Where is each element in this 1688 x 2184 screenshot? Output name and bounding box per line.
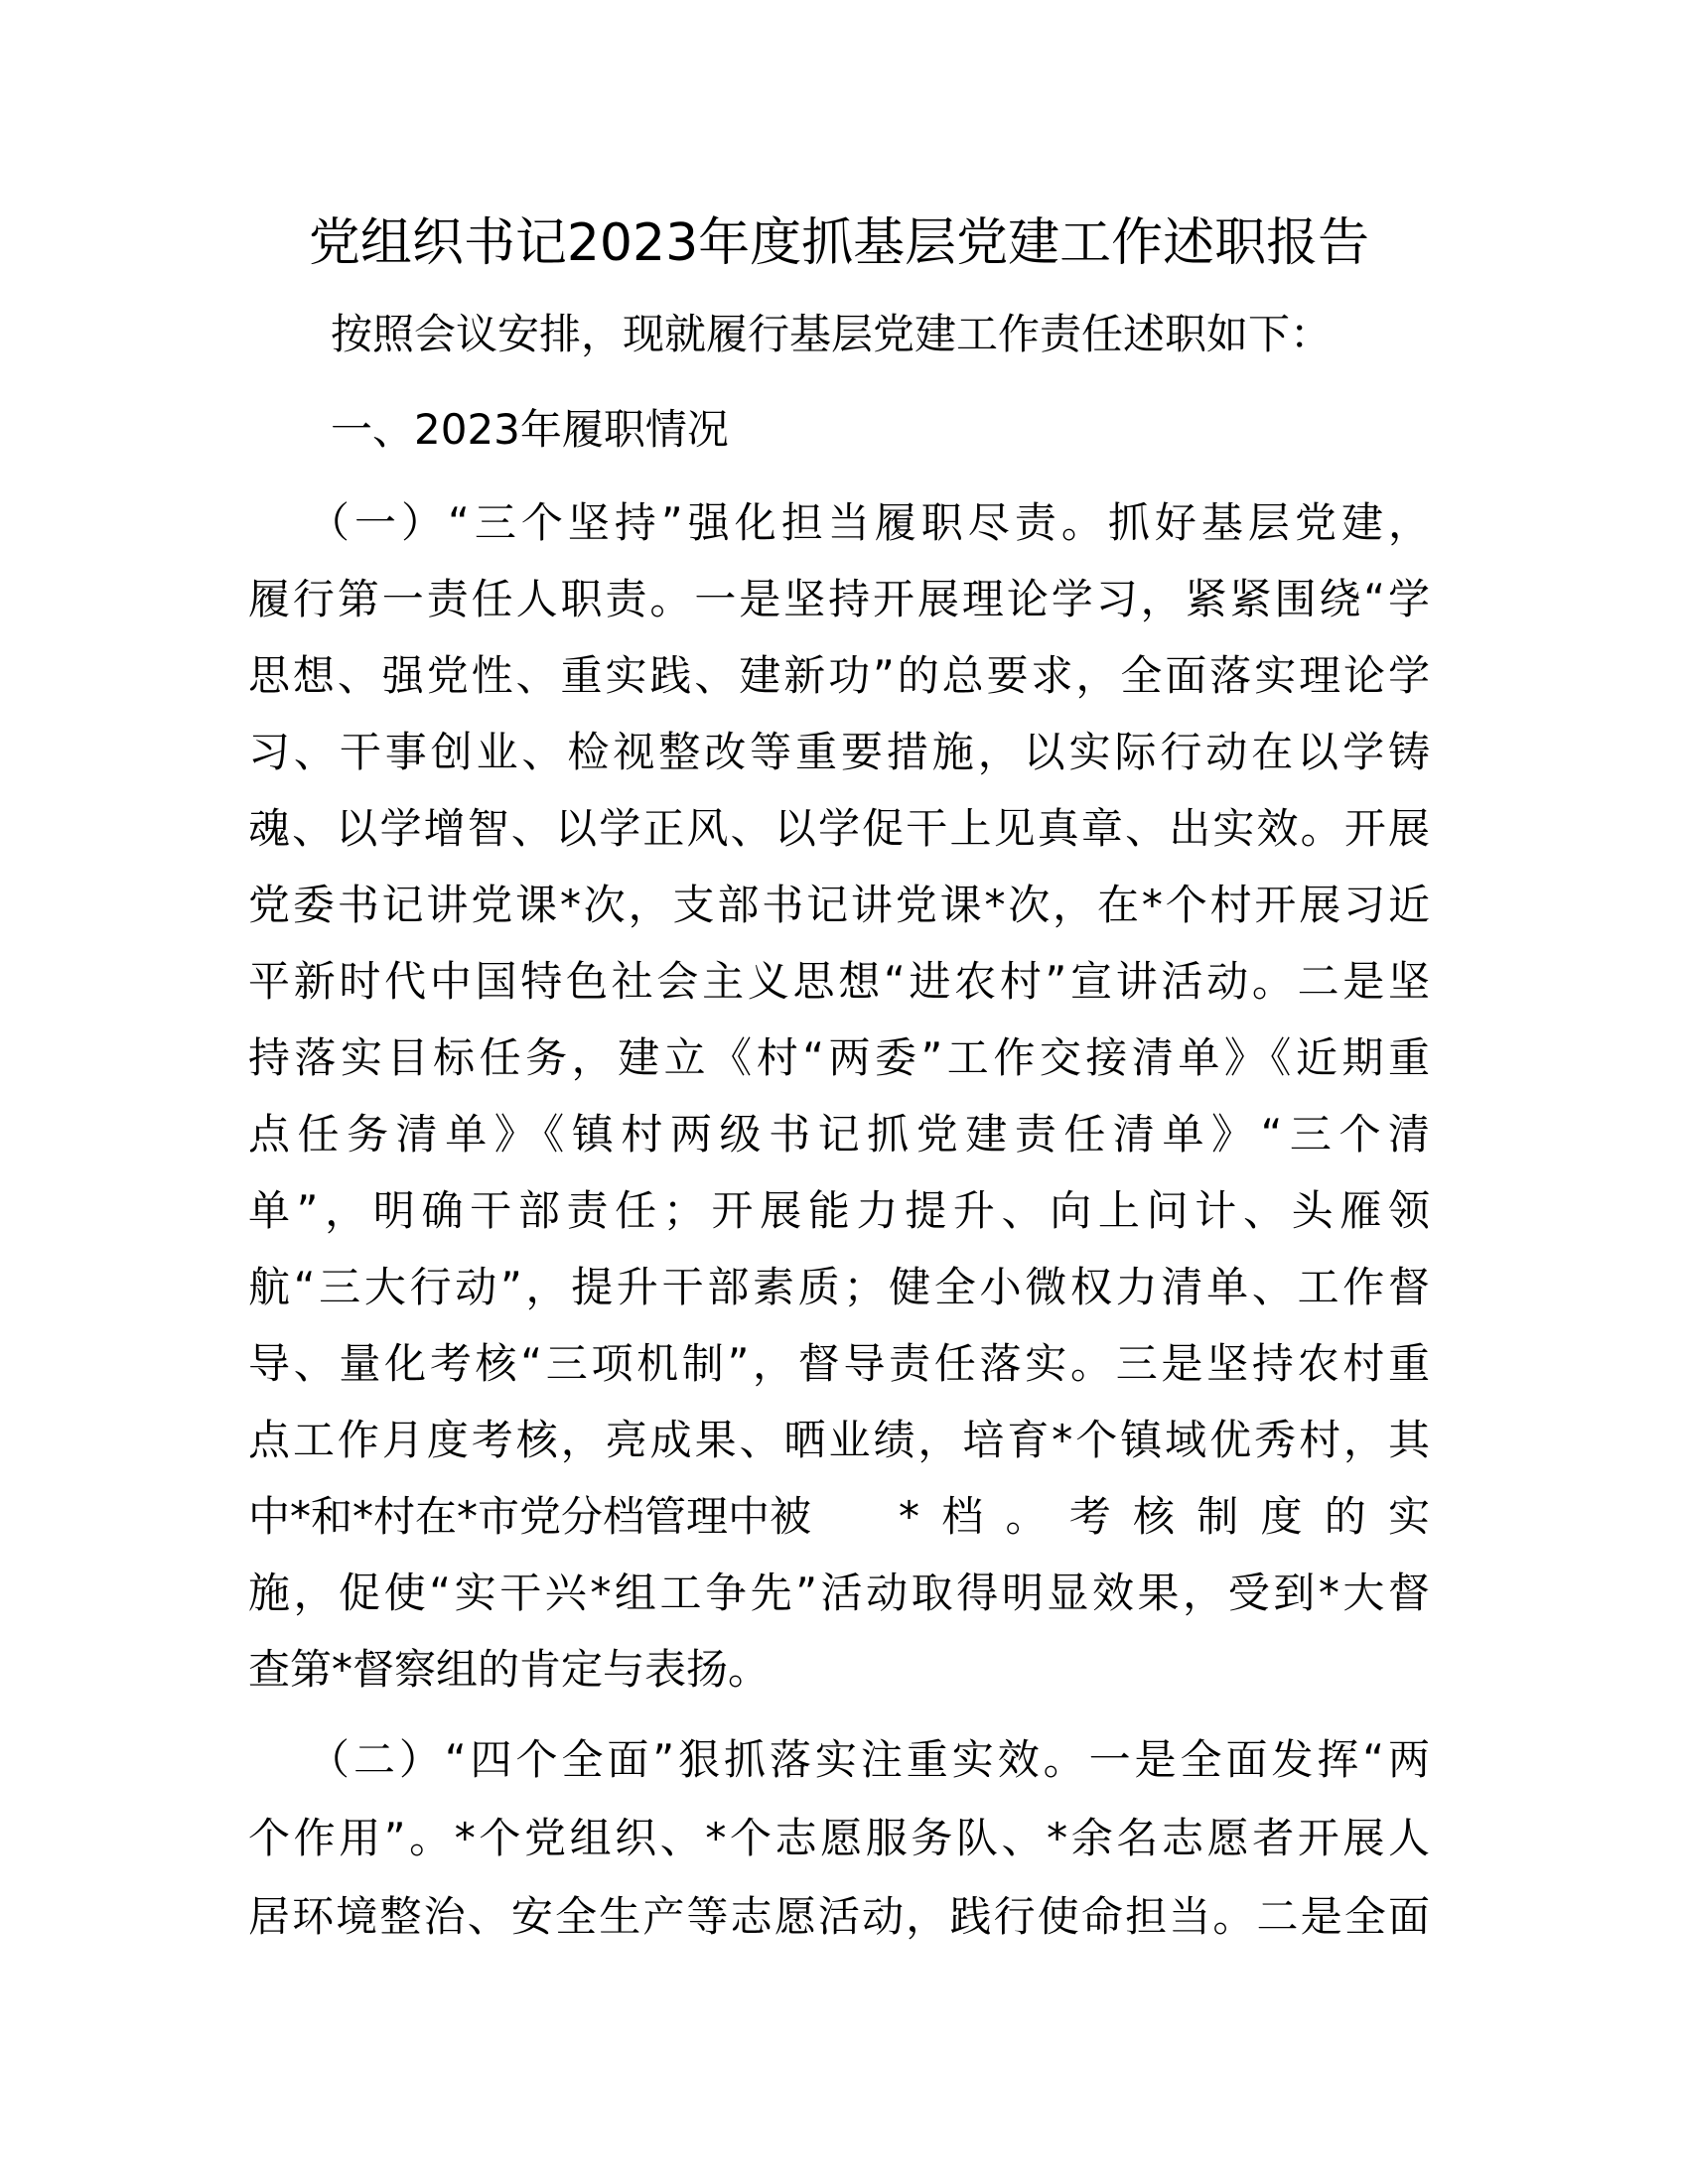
section-heading: [248, 391, 1430, 468]
text-line: 施，促使“实干兴*组工争先”活动取得明显效果，受到*大督: [248, 1569, 1430, 1617]
text-line: 平新时代中国特色社会主义思想“进农村”宣讲活动。二是坚: [248, 957, 1430, 1006]
text-line: 思想、强党性、重实践、建新功”的总要求，全面落实理论学: [248, 651, 1430, 700]
text-line: 导、量化考核“三项机制”，督导责任落实。三是坚持农村重: [248, 1339, 1430, 1388]
text-line: 航“三大行动”，提升干部素质；健全小微权力清单、工作督: [248, 1263, 1430, 1311]
paragraph-2: [248, 1720, 1430, 1956]
intro-text: 按照会议安排，现就履行基层党建工作责任述职如下：: [331, 310, 1333, 358]
text-line: 居环境整治、安全生产等志愿活动，践行使命担当。二是全面: [248, 1892, 1430, 1941]
text-line: 持落实目标任务，建立《村“两委”工作交接清单》《近期重: [248, 1033, 1430, 1082]
document-title: 党组织书记2023年度抓基层党建工作述职报告: [308, 213, 1370, 273]
text-line: 魂、以学增智、以学正风、以学促干上见真章、出实效。开展: [248, 804, 1430, 853]
text-line: 履行第一责任人职责。一是坚持开展理论学习，紧紧围绕“学: [248, 575, 1430, 623]
section-heading-text: 一、2023年履职情况: [331, 405, 729, 454]
text-line: 个作用”。*个党组织、*个志愿服务队、*余名志愿者开展人: [248, 1814, 1430, 1862]
text-line: 单”，明确干部责任；开展能力提升、向上问计、头雁领: [248, 1186, 1430, 1235]
text-line-left: 中*和*村在*市党分档管理中被: [248, 1492, 812, 1541]
text-line: （二）“四个全面”狠抓落实注重实效。一是全面发挥“两: [308, 1735, 1430, 1784]
text-line: 查第*督察组的肯定与表扬。: [248, 1645, 771, 1694]
text-line: 点任务清单》《镇村两级书记抓党建责任清单》“三个清: [248, 1110, 1430, 1159]
text-line: （一）“三个坚持”强化担当履职尽责。抓好基层党建，: [308, 498, 1430, 547]
text-line: 习、干事创业、检视整改等重要措施，以实际行动在以学铸: [248, 728, 1430, 776]
intro-paragraph: [248, 296, 1430, 372]
text-line: 点工作月度考核，亮成果、晒业绩，培育*个镇域优秀村，其: [248, 1416, 1430, 1464]
text-line: 党委书记讲党课*次，支部书记讲党课*次，在*个村开展习近: [248, 881, 1430, 929]
text-line: [248, 1478, 1430, 1555]
paragraph-1: [248, 484, 1430, 1707]
text-line-right: *档。考核制度的实: [899, 1492, 1430, 1541]
